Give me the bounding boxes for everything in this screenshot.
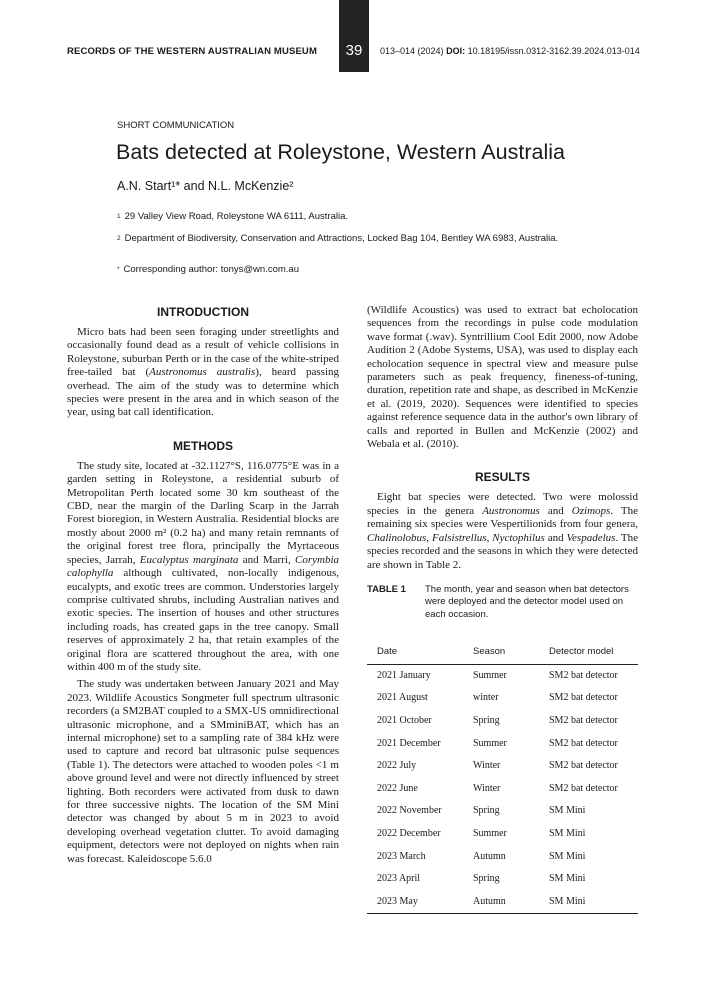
affiliation-mark: * xyxy=(117,266,120,273)
table-cell-season: Summer xyxy=(473,669,507,681)
methods-paragraph-3: (Wildlife Acoustics) was used to extract bat echolocation sequences from the recordings in pulse code modulation wave format (.wav). Syntrillium Cool Edit 2000, now Adobe Audition 2 (Adobe Systems, USA), was used to display each echolocation sequence in spectral view and measure pulse parameters such as peak frequency, fineness-of-tuning, duration, repetition rate and shape, as described in McKenzie et al. (2019, 2020). Sequences were identified to species against reference sequence data in the author's own library of calls and reported in Bullen and McKenzie (2002) and Webala et al. (2010). xyxy=(367,304,638,451)
table-cell-date: 2021 October xyxy=(377,715,432,726)
genus-name: Nyctophilus xyxy=(492,531,545,544)
deployment-table xyxy=(367,639,638,914)
corresponding-author-text[interactable]: Corresponding author: tonys@wn.com.au xyxy=(123,264,299,275)
table-cell-detector: SM2 bat detector xyxy=(549,692,618,704)
table-row xyxy=(367,868,638,891)
column-header-date: Date xyxy=(367,639,473,664)
column-header-season: Season xyxy=(473,639,549,664)
table-cell-date: 2022 November xyxy=(377,805,442,817)
affiliation-mark: 2 xyxy=(117,235,121,242)
table-cell-season: Summer xyxy=(473,737,507,749)
table-header-row xyxy=(367,639,638,664)
table-cell-season: Spring xyxy=(473,715,500,726)
page-range: 013–014 (2024) xyxy=(380,46,444,56)
affiliation-mark: 1 xyxy=(117,213,121,220)
methods-paragraph-2: The study was undertaken between January 2021 and May 2023. Wildlife Acoustics Songmeter full spectrum ultrasonic recorders (a SM2BAT coupled to a SMX-US omnidirectional ultrasonic microphone, and a SMminiBAT, which has an internal microphone) set to a sampling rate of 384 kHz were used to capture and record bat ultrasonic pulse sequences (Table 1). The detectors were attached to wooden poles <1 m above ground level and were not directly influenced by street lighting. Both recorders were activated from dusk to dawn for three successive nights. The location of the SM Mini detector was changed by about 5 m in 2023 to avoid developing overhead vegetation clutter. To avoid damaging equipment, detectors were not deployed on nights when rain was forecast. Kaleidoscope 5.6.0 xyxy=(67,678,339,865)
species-name: Austronomus australis xyxy=(149,366,256,379)
table-cell-detector: SM Mini xyxy=(549,891,638,914)
table-cell-detector: SM Mini xyxy=(549,805,586,817)
doi-link[interactable]: 10.18195/issn.0312-3162.39.2024.013-014 xyxy=(467,46,640,56)
species-name: Eucalyptus marginata xyxy=(139,553,239,566)
table-cell-detector: SM2 bat detector xyxy=(549,782,618,794)
table-cell-date: 2021 January xyxy=(377,669,431,681)
table-cell-date: 2022 June xyxy=(377,782,418,794)
table-row xyxy=(367,778,638,801)
column-header-detector: Detector model xyxy=(549,639,638,664)
table-row xyxy=(367,664,638,687)
table-row xyxy=(367,755,638,778)
table-row xyxy=(367,710,638,733)
table-cell-date: 2023 April xyxy=(377,873,421,885)
citation-doi xyxy=(380,46,640,56)
genus-name: Falsistrellus xyxy=(431,531,487,544)
table-cell-season: Autumn xyxy=(473,891,549,914)
table-cell-date: 2021 August xyxy=(377,692,428,704)
table-cell-date: 2021 December xyxy=(377,737,441,749)
table-cell-detector: SM Mini xyxy=(549,827,586,839)
affiliation-text: Department of Biodiversity, Conservation and Attractions, Locked Bag 104, Bentley WA 6983, Australia. xyxy=(124,233,559,244)
table-1 xyxy=(367,584,638,914)
table-cell-season: Spring xyxy=(473,873,500,885)
doi-label: DOI: xyxy=(446,46,466,56)
table-cell-season: winter xyxy=(473,692,499,704)
table-cell-detector: SM Mini xyxy=(549,873,586,885)
page-number-tab xyxy=(339,0,369,72)
left-column xyxy=(67,304,339,866)
genus-name: Vespadelus xyxy=(566,531,616,544)
table-cell-detector: SM Mini xyxy=(549,850,586,862)
genus-name: Ozimops xyxy=(571,504,611,517)
genus-name: Chalinolobus xyxy=(367,531,427,544)
table-cell-date: 2022 December xyxy=(377,827,441,839)
table-cell-season: Winter xyxy=(473,782,501,794)
page-number: 39 xyxy=(345,42,363,59)
table-caption xyxy=(367,584,638,622)
introduction-heading: INTRODUCTION xyxy=(157,305,249,319)
methods-paragraph-1: The study site, located at -32.1127°S, 116.0775°E was in a garden setting in Roleystone, a residential suburb of Metropolitan Perth located some 30 km southeast of the CBD, near the margin of the Darling Scarp in the Jarrah Forest bioregion, in Western Australia. Residential blocks are mostly about 2000 m² (0.2 ha) and many retain remnants of the original forest tree flora, principally the Myrtaceous species, Jarrah, Eucalyptus marginata and Marri, Corymbia calophylla although cultivated, non-locally indigenous, eucalypts, and exotic trees are common. Understories largely comprise cultivated shrubs, including Australian natives and exotic species. The insertion of houses and other structures including roads, has created gaps in the tree canopy. Small reserves of approximately 2 ha, that retain examples of the original flora are scattered throughout the area, with one within 400 m of the study site. xyxy=(67,459,339,673)
table-cell-date: 2023 March xyxy=(377,850,426,862)
table-cell-detector: SM2 bat detector xyxy=(549,760,618,772)
table-row xyxy=(367,846,638,869)
article-type: SHORT COMMUNICATION xyxy=(117,120,235,131)
introduction-paragraph: Micro bats had been seen foraging under streetlights and occasionally found dead as a result of vehicle collisions in Roleystone, suburban Perth or in the case of the white-striped free-tailed bat (Austronomus australis), heard passing overhead. The aim of the study was to determine which species were present in the area and in which season of the year, using bat call identification. xyxy=(67,326,339,419)
table-cell-season: Summer xyxy=(473,827,507,839)
table-row xyxy=(367,687,638,710)
genus-name: Austronomus xyxy=(482,504,540,517)
results-heading: RESULTS xyxy=(474,470,531,485)
table-cell-detector: SM2 bat detector xyxy=(549,715,618,726)
species-name: Corymbia calophylla xyxy=(67,553,339,580)
corresponding-author xyxy=(117,263,587,276)
table-caption-text: The month, year and season when bat detectors were deployed and the detector model used on each occasion. xyxy=(425,583,629,620)
table-row xyxy=(367,891,638,914)
journal-name: RECORDS OF THE WESTERN AUSTRALIAN MUSEUM xyxy=(67,46,318,57)
table-row xyxy=(367,733,638,756)
table-cell-detector: SM2 bat detector xyxy=(549,737,618,749)
table-cell-detector: SM2 bat detector xyxy=(549,669,618,681)
affiliation-text: 29 Valley View Road, Roleystone WA 6111, Australia. xyxy=(124,211,349,222)
table-cell-date: 2023 May xyxy=(367,891,473,914)
table-cell-season: Spring xyxy=(473,805,500,817)
table-cell-date: 2022 July xyxy=(377,760,417,772)
right-column xyxy=(367,304,638,914)
table-cell-season: Winter xyxy=(473,760,501,772)
methods-heading: METHODS xyxy=(173,438,233,453)
authors: A.N. Start¹* and N.L. McKenzie² xyxy=(117,179,294,193)
affiliation-1 xyxy=(117,210,587,223)
table-row xyxy=(367,823,638,846)
table-label: TABLE 1 xyxy=(367,583,406,595)
table-cell-season: Autumn xyxy=(473,850,506,862)
table-row xyxy=(367,800,638,823)
results-paragraph: Eight bat species were detected. Two were molossid species in the genera Austronomus and Ozimops. The remaining six species were Vespertilionids from four genera, Chalinolobus, Falsistrellus, Nyctophilus and Vespadelus. The species recorded and the seasons in which they were detected are shown in Table 2. xyxy=(367,491,639,571)
article-title: Bats detected at Roleystone, Western Australia xyxy=(116,140,565,164)
affiliation-2 xyxy=(117,232,587,245)
